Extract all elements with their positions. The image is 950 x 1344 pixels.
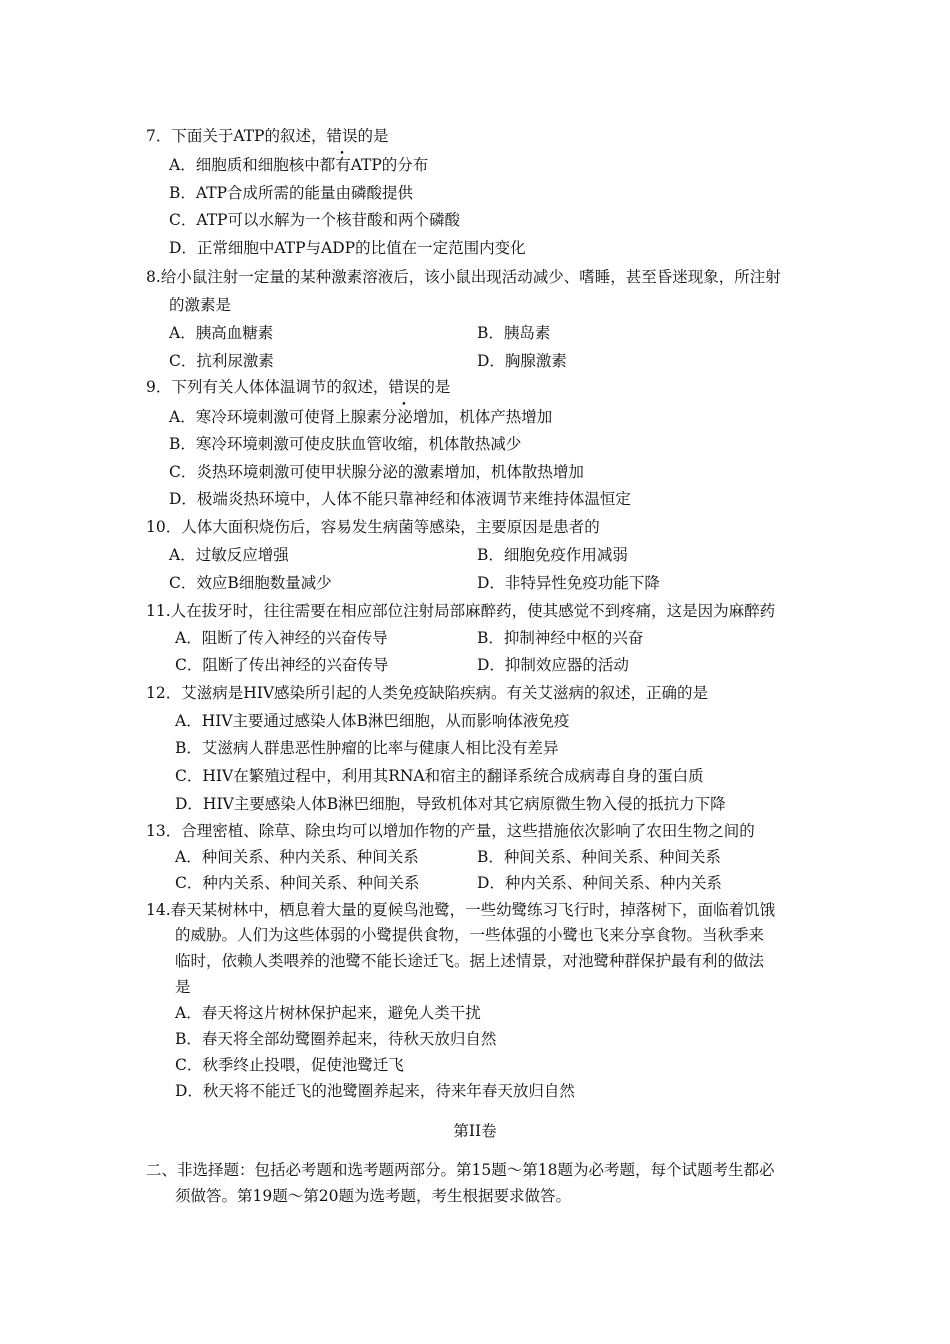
q8-stem-line1: 8.给小鼠注射一定量的某种激素溶液后，该小鼠出现活动减少、嗜睡，甚至昏迷现象，所注射 xyxy=(146,268,781,286)
q14-stem-line3: 临时，依赖人类喂养的池鹭不能长途迁飞。据上述情景，对池鹭种群保护最有利的做法 xyxy=(175,952,765,970)
q11-option-d: D．抑制效应器的活动 xyxy=(477,656,629,674)
q14-option-a: A．春天将这片树林保护起来，避免人类干扰 xyxy=(175,1004,481,1022)
q12-option-b: B．艾滋病人群患恶性肿瘤的比率与健康人相比没有差异 xyxy=(175,739,559,757)
q10-option-b: B．细胞免疫作用减弱 xyxy=(477,546,628,564)
q9-option-b: B．寒冷环境刺激可使皮肤血管收缩，机体散热减少 xyxy=(169,435,522,453)
q8-option-a: A．胰高血糖素 xyxy=(169,324,274,342)
q7-stem: 7．下面关于ATP的叙述，错误的是 xyxy=(146,127,389,145)
q12-option-c: C．HIV在繁殖过程中，利用其RNA和宿主的翻译系统合成病毒自身的蛋白质 xyxy=(175,767,704,785)
q11-stem: 11.人在拔牙时，往往需要在相应部位注射局部麻醉药，使其感觉不到疼痛，这是因为麻醉药 xyxy=(146,602,776,620)
q8-option-b: B．胰岛素 xyxy=(477,324,551,342)
q10-stem: 10．人体大面积烧伤后，容易发生病菌等感染，主要原因是患者的 xyxy=(146,518,600,536)
q14-stem-line2: 的威胁。人们为这些体弱的小鹭提供食物，一些体强的小鹭也飞来分享食物。当秋季来 xyxy=(175,926,765,944)
q11-option-b: B．抑制神经中枢的兴奋 xyxy=(477,629,644,647)
q10-option-d: D．非特异性免疫功能下降 xyxy=(477,574,660,592)
q11-option-a: A．阻断了传入神经的兴奋传导 xyxy=(175,629,388,647)
q7-option-c: C．ATP可以水解为一个核苷酸和两个磷酸 xyxy=(169,211,460,229)
q7-option-a: A．细胞质和细胞核中都有ATP的分布 xyxy=(169,156,429,174)
q10-option-c: C．效应B细胞数量减少 xyxy=(169,574,332,592)
part2-intro-line2: 须做答。第19题～第20题为选考题，考生根据要求做答。 xyxy=(175,1187,571,1205)
q7-option-b: B．ATP合成所需的能量由磷酸提供 xyxy=(169,184,414,202)
q12-stem: 12．艾滋病是HIV感染所引起的人类免疫缺陷疾病。有关艾滋病的叙述，正确的是 xyxy=(146,684,709,702)
emphasis-mark: 错误 xyxy=(388,378,420,396)
q13-option-d: D．种内关系、种间关系、种内关系 xyxy=(477,874,722,892)
q9-option-c: C．炎热环境刺激可使甲状腺分泌的激素增加，机体散热增加 xyxy=(169,463,584,481)
part2-intro-line1: 二、非选择题：包括必考题和选考题两部分。第15题～第18题为必考题，每个试题考生都必 xyxy=(146,1161,775,1179)
q9-stem: 9．下列有关人体体温调节的叙述，错误的是 xyxy=(146,378,451,396)
q8-option-c: C．抗利尿激素 xyxy=(169,352,274,370)
q8-stem-line2: 的激素是 xyxy=(169,296,232,314)
q11-option-c: C．阻断了传出神经的兴奋传导 xyxy=(175,656,389,674)
q10-option-a: A．过敏反应增强 xyxy=(169,546,289,564)
q9-option-a: A．寒冷环境刺激可使肾上腺素分泌增加，机体产热增加 xyxy=(169,408,553,426)
q13-stem: 13．合理密植、除草、除虫均可以增加作物的产量，这些措施依次影响了农田生物之间的 xyxy=(146,822,755,840)
q12-option-d: D．HIV主要感染人体B淋巴细胞，导致机体对其它病原微生物入侵的抵抗力下降 xyxy=(175,795,726,813)
q13-option-c: C．种内关系、种间关系、种间关系 xyxy=(175,874,420,892)
q12-option-a: A．HIV主要通过感染人体B淋巴细胞，从而影响体液免疫 xyxy=(175,712,570,730)
q13-option-a: A．种间关系、种内关系、种间关系 xyxy=(175,848,419,866)
q14-stem-line1: 14.春天某树林中，栖息着大量的夏候鸟池鹭，一些幼鹭练习飞行时，掉落树下，面临着饥饿 xyxy=(146,901,776,919)
q8-option-d: D．胸腺激素 xyxy=(477,352,567,370)
emphasis-mark: 错误 xyxy=(326,127,358,145)
q9-option-d: D．极端炎热环境中，人体不能只靠神经和体液调节来维持体温恒定 xyxy=(169,490,631,508)
q13-option-b: B．种间关系、种间关系、种间关系 xyxy=(477,848,721,866)
section-title: 第II卷 xyxy=(453,1122,497,1140)
q14-option-c: C．秋季终止投喂，促使池鹭迁飞 xyxy=(175,1056,404,1074)
q14-option-d: D．秋天将不能迁飞的池鹭圈养起来，待来年春天放归自然 xyxy=(175,1082,575,1100)
q14-stem-line4: 是 xyxy=(175,978,191,996)
q7-option-d: D．正常细胞中ATP与ADP的比值在一定范围内变化 xyxy=(169,239,526,257)
q14-option-b: B．春天将全部幼鹭圈养起来，待秋天放归自然 xyxy=(175,1030,497,1048)
